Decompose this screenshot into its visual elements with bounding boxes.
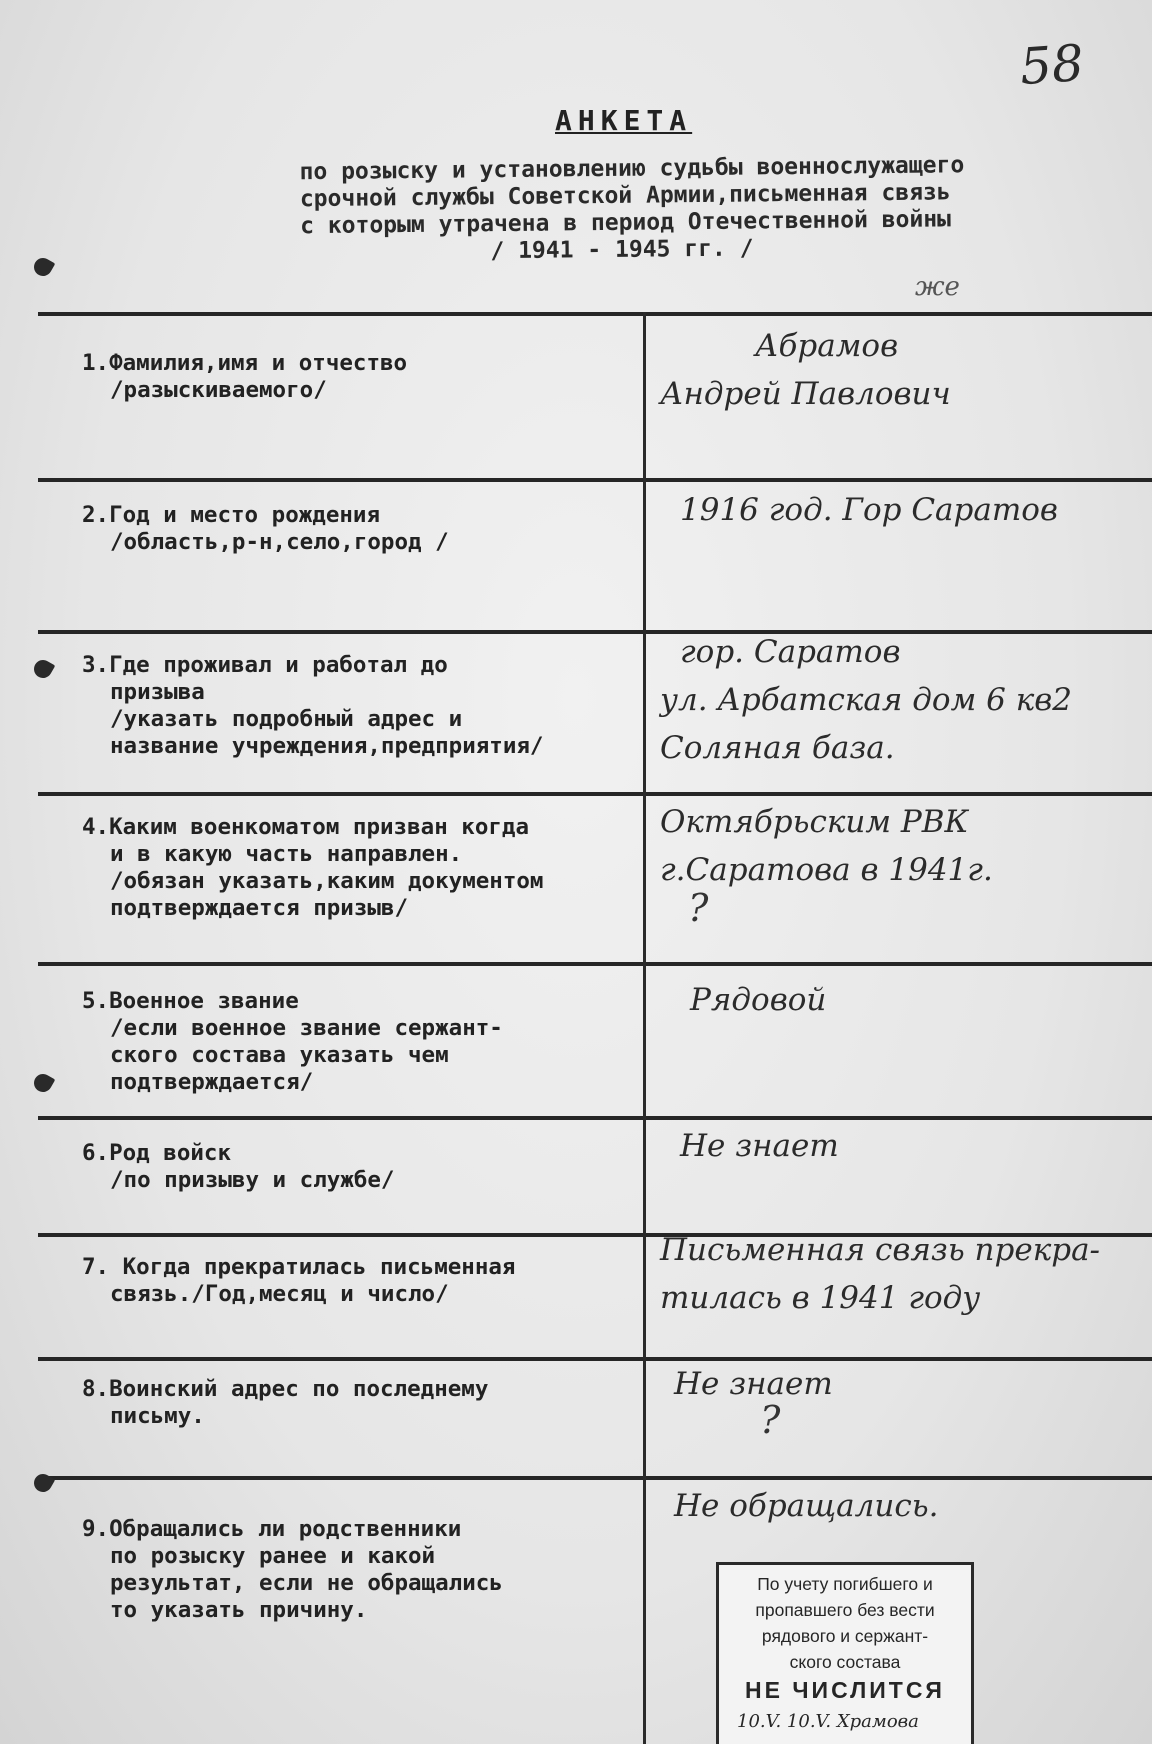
answer-line: г.Саратова в 1941г. <box>660 852 993 888</box>
answer-line: Письменная связь прекра- <box>660 1232 1101 1268</box>
question-line: подтверждается призыв/ <box>110 895 409 921</box>
question-line: /по призыву и службе/ <box>110 1167 395 1193</box>
document-title: АНКЕТА <box>555 104 693 137</box>
answer-4 <box>660 798 1150 894</box>
question-line: по розыску ранее и какой <box>110 1543 436 1569</box>
question-5 <box>82 988 627 1096</box>
column-divider <box>643 312 646 1744</box>
subtitle-years: / 1941 - 1945 гг. / <box>490 235 754 265</box>
stamp-status: НЕ ЧИСЛИТСЯ <box>745 1677 945 1703</box>
handwritten-mark: же <box>915 272 960 302</box>
question-line: 3.Где проживал и работал до <box>82 652 448 678</box>
question-mark: ? <box>760 1398 781 1442</box>
subtitle-line: срочной службы Советской Армии,письменная связь <box>299 179 951 213</box>
question-line: 8.Воинский адрес по последнему <box>82 1376 489 1402</box>
row-divider <box>38 1476 1152 1480</box>
archive-stamp <box>716 1562 974 1744</box>
answer-line: Не знает <box>674 1366 833 1402</box>
stamp-line: рядового и сержант- <box>761 1626 929 1646</box>
answer-line: Андрей Павлович <box>660 376 951 412</box>
subtitle-line: по розыску и установлению судьбы военнослужащего <box>299 152 965 186</box>
answer-line: Рядовой <box>690 982 827 1018</box>
subtitle-line: с которым утрачена в период Отечественной войны <box>300 206 952 240</box>
question-3 <box>82 652 627 760</box>
question-9 <box>82 1516 627 1624</box>
question-4 <box>82 814 627 922</box>
question-line: подтверждается/ <box>110 1069 314 1095</box>
question-1 <box>82 350 627 404</box>
answer-1 <box>660 322 1150 418</box>
question-line: /указать подробный адрес и <box>110 706 463 732</box>
stamp-line: По учету погибшего и <box>757 1574 933 1594</box>
stamp-line: ского состава <box>789 1652 901 1672</box>
question-2 <box>82 502 627 556</box>
row-divider <box>38 478 1152 482</box>
answer-8 <box>660 1360 1150 1408</box>
answer-6 <box>660 1122 1150 1170</box>
question-line: ского состава указать чем <box>110 1042 449 1068</box>
stamp-signature: 10.V. 10.V. Храмова <box>737 1711 919 1732</box>
question-mark: ? <box>688 886 709 930</box>
answer-5 <box>660 976 1150 1024</box>
question-line: призыва <box>110 679 205 705</box>
answer-2 <box>660 486 1150 534</box>
question-line: письму. <box>110 1403 205 1429</box>
question-line: /разыскиваемого/ <box>110 377 327 403</box>
question-line: 7. Когда прекратилась письменная <box>82 1254 516 1280</box>
question-line: 4.Каким военкоматом призван когда <box>82 814 530 840</box>
question-line: то указать причину. <box>110 1597 368 1623</box>
answer-9 <box>660 1482 1150 1530</box>
answer-3 <box>660 628 1150 772</box>
row-divider <box>38 1116 1152 1120</box>
question-line: название учреждения,предприятия/ <box>110 733 544 759</box>
document-subtitle <box>299 151 1100 267</box>
question-7 <box>82 1254 627 1308</box>
punch-mark <box>31 657 56 682</box>
answer-line: Абрамов <box>755 328 899 364</box>
page-number: 58 <box>1018 33 1086 97</box>
row-divider <box>38 792 1152 796</box>
answer-line: Не обращались. <box>674 1488 939 1524</box>
punch-mark <box>31 1471 56 1496</box>
stamp-line: пропавшего без вести <box>755 1600 935 1620</box>
answer-line: Не знает <box>680 1128 839 1164</box>
question-line: /область,р-н,село,город / <box>110 529 449 555</box>
punch-mark <box>31 255 56 280</box>
answer-line: 1916 год. Гор Саратов <box>680 492 1058 528</box>
answer-line: тилась в 1941 году <box>660 1280 981 1316</box>
answer-line: Октябрьским РВК <box>660 804 969 840</box>
question-line: 2.Год и место рождения <box>82 502 381 528</box>
question-line: 1.Фамилия,имя и отчество <box>82 350 408 376</box>
question-line: 6.Род войск <box>82 1140 232 1166</box>
question-line: и в какую часть направлен. <box>110 841 463 867</box>
row-divider <box>38 312 1152 316</box>
question-line: /если военное звание сержант- <box>110 1015 503 1041</box>
question-line: 5.Военное звание <box>82 988 299 1014</box>
question-line: /обязан указать,каким документом <box>110 868 544 894</box>
question-8 <box>82 1376 627 1430</box>
question-6 <box>82 1140 627 1194</box>
question-line: результат, если не обращались <box>110 1570 503 1596</box>
question-line: 9.Обращались ли родственники <box>82 1516 462 1542</box>
answer-line: ул. Арбатская дом 6 кв2 <box>660 682 1073 718</box>
punch-mark <box>31 1071 56 1096</box>
question-line: связь./Год,месяц и число/ <box>110 1281 449 1307</box>
row-divider <box>38 962 1152 966</box>
answer-7 <box>660 1226 1150 1322</box>
answer-line: гор. Саратов <box>680 634 901 670</box>
answer-line: Соляная база. <box>660 730 895 766</box>
